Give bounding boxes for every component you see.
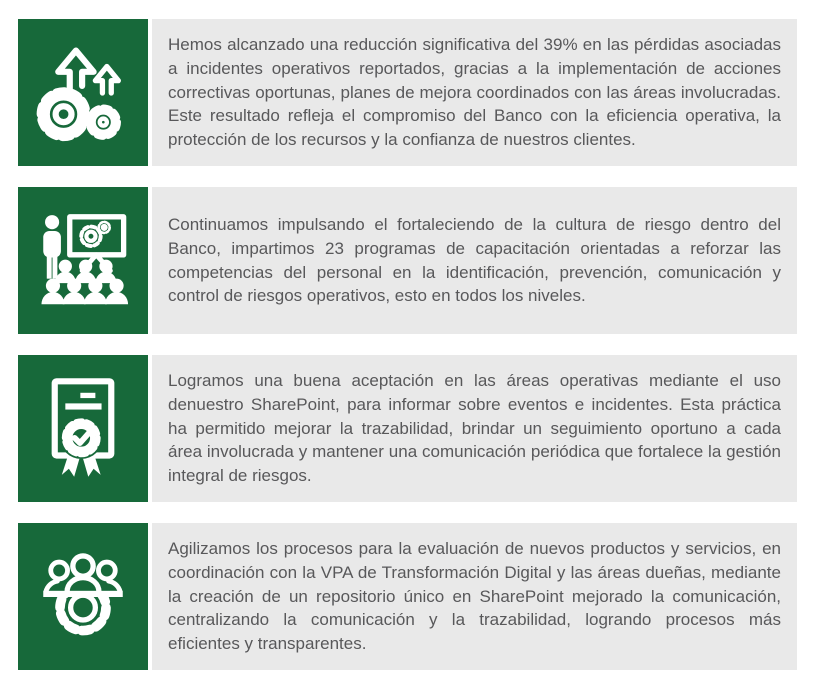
highlight-panel-2 (152, 187, 797, 334)
team-gear-icon (30, 539, 136, 655)
highlight-row-1 (18, 19, 797, 166)
growth-arrows-gears-icon (30, 35, 136, 151)
icon-tile-1 (18, 19, 148, 166)
highlight-row-2 (18, 187, 797, 334)
highlight-text-2: Continuamos impulsando el fortaleciendo de la cultura de riesgo dentro del Banco, impartimos 23 programas de capacitación orientadas a reforzar las competencias del personal en la identificación, prevención, comunicación y control de riesgos operativos, esto en todos los niveles. (168, 214, 781, 306)
highlight-row-3 (18, 355, 797, 502)
highlight-row-4 (18, 523, 797, 670)
highlight-panel-3 (152, 355, 797, 502)
highlight-text-1: Hemos alcanzado una reducción significativa del 39% en las pérdidas asociadas a incidentes operativos reportados, gracias a la implementación de acciones correctivas oportunas, planes de mejora coordinados con las áreas involucradas. Este resultado refleja el compromiso del Banco con la eficiencia operativa, la protección de los recursos y la confianza de nuestros clientes. (168, 35, 781, 150)
certificate-check-icon (30, 371, 136, 487)
highlight-text-3: Logramos una buena aceptación en las áreas operativas mediante el uso denuestro SharePoint, para informar sobre eventos e incidentes. Esta práctica ha permitido mejorar la trazabilidad, brindar un seguimiento oportuno a cada área involucrada y mantener una comunicación periódica que fortalece la gestión integral de riesgos. (168, 371, 781, 486)
icon-tile-4 (18, 523, 148, 670)
highlight-panel-4 (152, 523, 797, 670)
highlight-text-4: Agilizamos los procesos para la evaluación de nuevos productos y servicios, en coordinación con la VPA de Transformación Digital y las áreas dueñas, mediante la creación de un repositorio único en SharePoint mejorado la comunicación, centralizando la comunicación y la trazabilidad, logrando procesos más eficientes y transparentes. (168, 539, 781, 654)
training-presentation-icon (30, 203, 136, 319)
highlight-panel-1 (152, 19, 797, 166)
icon-tile-2 (18, 187, 148, 334)
icon-tile-3 (18, 355, 148, 502)
